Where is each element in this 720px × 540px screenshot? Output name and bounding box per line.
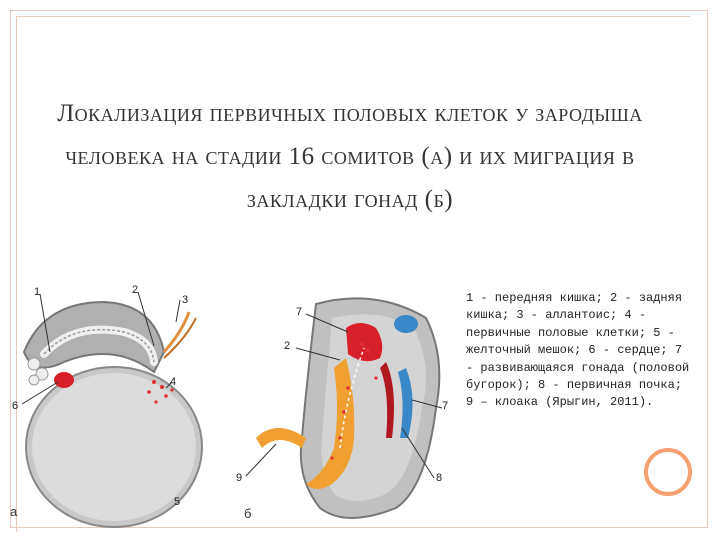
figure-b-drawing [236,288,456,532]
fig-a-number-2: 2 [132,284,139,296]
slide-title: Локализация первичных половых клеток у зародыша человека на стадии 16 сомитов (а) и их миграция в закладки гонад (б) [57,100,643,213]
figure-b [236,288,456,532]
figure-a-drawing [4,282,204,532]
fig-b-number-7-right: 7 [442,400,449,412]
fig-b-number-7-top: 7 [296,306,303,318]
fig-a-number-3: 3 [182,294,189,306]
fig-a-number-4: 4 [170,376,177,388]
figure-legend: 1 - передняя кишка; 2 - задняя кишка; 3 - аллантоис; 4 - первичные половые клетки; 5 - желточный мешок; 6 - сердце; 7 - развивающаяся гонада (половой бугорок); 8 - первичная почка; 9 – клоака (Ярыгин, 2011). [466,291,690,410]
fig-a-number-6: 6 [12,400,19,412]
figure-a [4,282,204,532]
figure-b-label: б [244,506,252,521]
fig-a-number-5: 5 [174,496,181,508]
decorative-circle [644,448,692,496]
fig-b-number-2: 2 [284,340,291,352]
fig-b-number-9: 9 [236,472,243,484]
fig-b-number-8: 8 [436,472,443,484]
figure-a-label: а [10,504,18,519]
fig-a-number-1: 1 [34,286,41,298]
